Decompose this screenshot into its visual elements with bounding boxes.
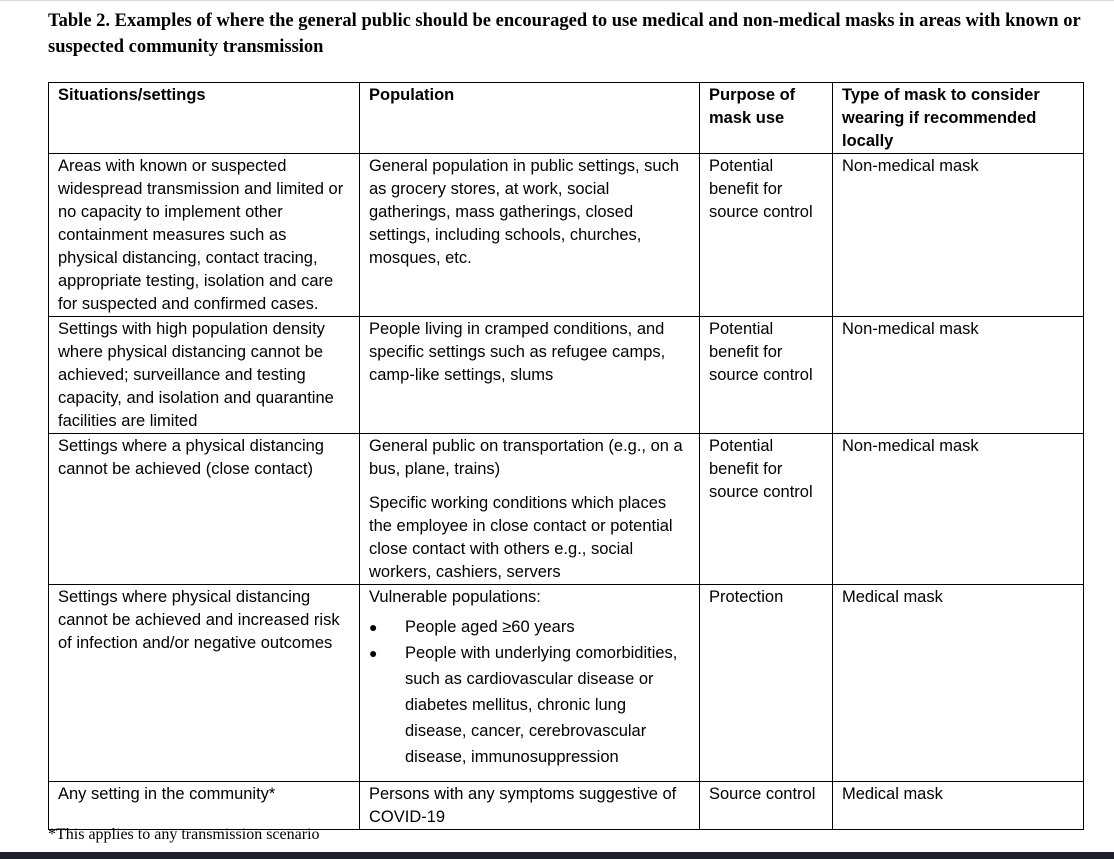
cell-population: Persons with any symptoms suggestive of COVID-19 — [360, 782, 700, 830]
cell-population — [360, 585, 700, 782]
list-item-text: People aged ≥60 years — [405, 618, 575, 636]
header-row — [49, 83, 1084, 154]
table-row — [49, 317, 1084, 434]
header-mask-type: Type of mask to consider wearing if recommended locally — [833, 83, 1084, 154]
table-title: Table 2. Examples of where the general public should be encouraged to use medical and non-medical masks in areas with known or suspected community transmission — [48, 11, 1081, 57]
cell-situation: Any setting in the community* — [49, 782, 360, 830]
cell-situation: Areas with known or suspected widespread transmission and limited or no capacity to implement other containment measures such as physical distancing, contact tracing, appropriate testing, isolation and care for suspected and confirmed cases. — [49, 154, 360, 317]
cell-purpose: Potential benefit for source control — [700, 434, 833, 585]
cell-mask-type: Medical mask — [833, 782, 1084, 830]
population-paragraph: Specific working conditions which places the employee in close contact or potential close contact with others e.g., social workers, cashiers, servers — [369, 494, 673, 581]
cell-purpose: Source control — [700, 782, 833, 830]
table-row — [49, 434, 1084, 585]
top-rule — [0, 0, 1114, 1]
bullet-icon: ● — [369, 619, 378, 635]
cell-mask-type: Non-medical mask — [833, 154, 1084, 317]
table-row — [49, 585, 1084, 782]
cell-situation: Settings where physical distancing cannot be achieved and increased risk of infection and/or negative outcomes — [49, 585, 360, 782]
cell-mask-type: Non-medical mask — [833, 434, 1084, 585]
cell-situation: Settings with high population density where physical distancing cannot be achieved; surveillance and testing capacity, and isolation and quarantine facilities are limited — [49, 317, 360, 434]
cell-situation: Settings where a physical distancing cannot be achieved (close contact) — [49, 434, 360, 585]
cell-population — [360, 434, 700, 585]
cell-mask-type: Medical mask — [833, 585, 1084, 782]
cell-population: General population in public settings, such as grocery stores, at work, social gatherings, mass gatherings, closed settings, including schools, churches, mosques, etc. — [360, 154, 700, 317]
population-paragraph: General public on transportation (e.g., on a bus, plane, trains) — [369, 437, 683, 478]
list-item — [369, 614, 690, 640]
header-purpose: Purpose of mask use — [700, 83, 833, 154]
cell-purpose: Protection — [700, 585, 833, 782]
table-row — [49, 154, 1084, 317]
cell-purpose: Potential benefit for source control — [700, 154, 833, 317]
cell-mask-type: Non-medical mask — [833, 317, 1084, 434]
masks-table — [48, 82, 1084, 830]
list-item-text: People with underlying comorbidities, such as cardiovascular disease or diabetes mellitus, chronic lung disease, cancer, cerebrovascular disease, immunosuppression — [405, 644, 678, 766]
header-population: Population — [360, 83, 700, 154]
population-bullet-list — [369, 614, 690, 770]
bullet-icon: ● — [369, 645, 378, 661]
bottom-taskbar-strip — [0, 852, 1114, 859]
cell-population: People living in cramped conditions, and specific settings such as refugee camps, camp-like settings, slums — [360, 317, 700, 434]
header-situations: Situations/settings — [49, 83, 360, 154]
list-item — [369, 640, 690, 770]
footnote: *This applies to any transmission scenario — [48, 826, 320, 843]
table-row — [49, 782, 1084, 830]
cell-purpose: Potential benefit for source control — [700, 317, 833, 434]
population-intro: Vulnerable populations: — [369, 588, 541, 606]
